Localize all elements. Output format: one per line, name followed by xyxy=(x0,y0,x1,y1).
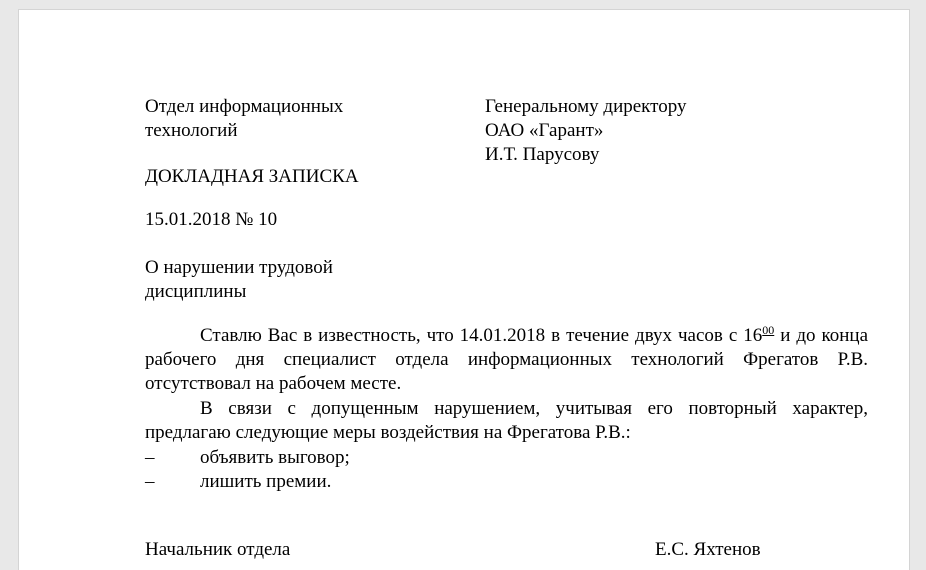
department-line-2: технологий xyxy=(145,120,238,141)
subject-line-2: дисциплины xyxy=(145,281,247,302)
p1-text-before: Ставлю Вас в известность, что 14.01.2018 в течение двух часов с 16 xyxy=(200,325,763,346)
signature-position: Начальник отдела xyxy=(145,539,291,560)
document-page xyxy=(18,9,910,570)
body-paragraph-1 xyxy=(145,324,868,396)
document-type: ДОКЛАДНАЯ ЗАПИСКА xyxy=(145,166,359,187)
addressee-line-3: И.Т. Парусову xyxy=(485,144,600,165)
p1-text-after: и до конца рабочего дня специалист отдела информационных технологий Фрегатов Р.В. отсутствовал на рабочем месте. xyxy=(145,325,868,394)
signature-name: Е.С. Яхтенов xyxy=(655,539,761,560)
time-superscript: 00 xyxy=(762,323,775,337)
body-paragraph-2: В связи с допущенным нарушением, учитывая его повторный характер, предлагаю следующие меры воздействия на Фрегатова Р.В.: xyxy=(145,398,868,443)
addressee-line-2: ОАО «Гарант» xyxy=(485,120,604,141)
addressee-line-1: Генеральному директору xyxy=(485,96,687,117)
list-item-text: лишить премии. xyxy=(200,471,332,492)
subject-line-1: О нарушении трудовой xyxy=(145,257,333,278)
list-item-text: объявить выговор; xyxy=(200,447,350,468)
list-dash: – xyxy=(145,471,155,492)
department-line-1: Отдел информационных xyxy=(145,96,344,117)
date-number: 15.01.2018 № 10 xyxy=(145,209,278,230)
list-dash: – xyxy=(145,447,155,468)
